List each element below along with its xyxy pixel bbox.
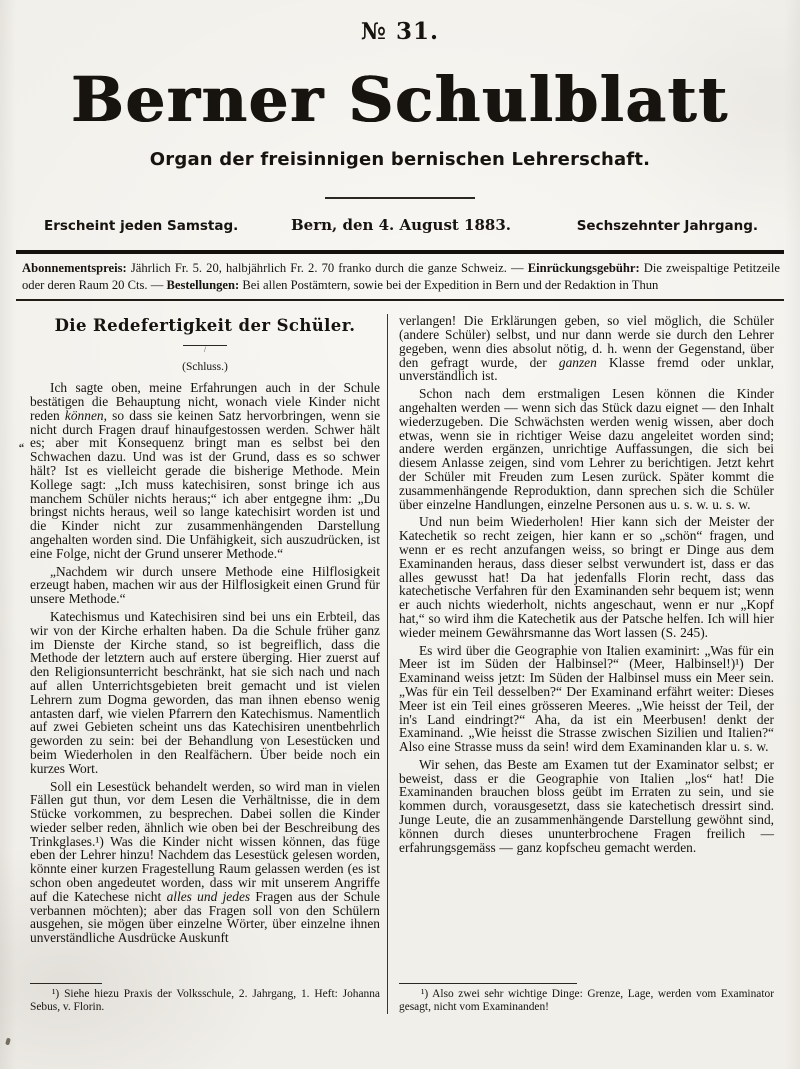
issue-number: № 31. [360, 18, 440, 45]
left-footnote-block [30, 983, 380, 1014]
newspaper-title: Berner Schulblatt [71, 63, 729, 136]
article-paragraph: verlangen! Die Erklärungen geben, so viel möglich, die Schüler (andere Schüler) selbst, und nur dann werde sie durch den Lehrer gegeben, wenn dies absolut nötig, d. h. wenn der Gegenstand, über den gefragt wurde, der ganzen Klasse fremd oder unklar, unverständlich ist. [399, 313, 774, 384]
left-paragraphs [30, 381, 380, 949]
subscription-info [22, 260, 780, 294]
right-paragraphs [399, 314, 774, 858]
info-label: Einrückungsgebühr: [527, 261, 640, 275]
publication-day: Erscheint jeden Samstag. [44, 218, 239, 234]
newspaper-subtitle: Organ der freisinnigen bernischen Lehrerschaft. [149, 149, 651, 170]
article-paragraph: Es wird über die Geographie von Italien examinirt: „Was für ein Meer ist im Süden der Halbinsel?“ (Meer, Halbinsel!)¹) Der Examinand weiss jetzt: Im Süden der Halbinsel muss ein Meer sein. „Was für ein Teil desselben?“ Der Examinand erfährt weiter: Dieses Meer ist ein Teil eines grösseren Meeres. „Wie heisst der Teil, der in's Land eindringt?“ Aha, da ist ein Meerbusen! denkt der Examinand. „Wie heisst die Strasse zwischen Sizilien und Italien?“ Also eine Strasse muss da sein! wird dem Examinanden klar u. s. w. [399, 642, 774, 755]
info-label: Abonnementspreis: [22, 261, 127, 275]
article-title-tick: / [203, 345, 207, 355]
article-paragraph: Und nun beim Wiederholen! Hier kann sich der Meister der Katechetik so recht zeigen, hier kann er so „schön“ fragen, und wenn er es recht anzufangen weiss, so bringt er Dinge aus dem Examinanden heraus, dass dieser selbst verwundert ist, dass er das alles gewusst hat! Da hat jedenfalls Florin recht, dass das katechetische Verfahren für den Examinanden sehr bequem ist; wenn er auch nichts wiederholt, nichts angeschaut, wenn er nur „Kopf hat,“ so wird ihm die Katechetik aus der Patsche helfen. Ich will hier wieder meinem Gewährsmanne das Wort lassen (S. 245). [399, 514, 774, 640]
info-text: Bei allen Postämtern, sowie bei der Expedition in Bern und der Redaktion in Thun [239, 277, 659, 292]
continuation-note: (Schluss.) [182, 361, 228, 374]
masthead-thin-rule [16, 299, 784, 302]
info-label: Bestellungen: [166, 277, 240, 292]
article-paragraph: Katechismus und Katechisiren sind bei uns ein Erbteil, das wir von der Kirche erhalten haben. Da die Schule früher ganz im Dienste der Kirche stand, so ist begreiflich, dass die Methode der letztern auch auf erstere überging. Hier zuerst auf den Religionsunterricht beschränkt, hat sie sich nach und nach auf allen Unterrichtsgebieten breit gemacht und ist vielen Lehrern zum Dogma geworden, das man ihnen ebenso wenig antasten darf, wie vielen Pfarrern den Katechismus. Namentlich auf zwei Gebieten scheint uns das Katechisiren unentbehrlich geworden zu sein: bei der Behandlung von Lesestücken und beim Wiederholen in den Realfächern. Über beide noch ein kurzes Wort. [30, 608, 380, 776]
article-paragraph: Soll ein Lesestück behandelt werden, so wird man in vielen Fällen gut thun, vor dem Lesen die Verhältnisse, die in dem Stücke vorkommen, zu besprechen. Dabei sollen die Kinder wieder selber reden, ähnlich wie oben bei der Beschreibung des Trinkglases.¹) Was die Kinder nicht wissen können, das füge eben der Lehrer hinzu! Nachdem das Lesestück gelesen worden, könnte einer kurzen Fragestellung Raum gelassen werden (es ist schon oben angedeutet worden, dass wir mit unserem Angriffe auf die Katechese nicht alles und jedes Fragen aus der Schule verbannen möchten); aber das Fragen soll von den Schülern ausgehen, sie mögen über einzelne Wörter, über einzelne ihnen unverständliche Ausdrücke Auskunft [30, 778, 380, 946]
article-paragraph: Ich sagte oben, meine Erfahrungen auch in der Schule bestätigen die Behauptung nicht, wonach viele Kinder nicht reden können, so dass sie keinen Satz hervorbringen, wenn sie nicht durch Fragen drauf hinaufgestossen werden. Schwer hält es; aber mit Konsequenz bringt man es selbst bei den Schwachen dazu. Und was ist der Grund, dass es so schwer hält? Ist es vielleicht gerade die bisherige Methode. Mein Kollege sagt: „Ich muss katechisiren, sonst bringe ich aus manchem Schüler nichts heraus;“ ich aber entgegne ihm: „Du bringst nichts heraus, weil so lange katechisirt worden ist und die Kinder nicht zur zusammenhängenden Darstellung angehalten worden sind. Die Unfähigkeit, sich auszudrücken, ist eine Folge, nicht der Grund unserer Methode.“ [30, 380, 381, 561]
article-body [30, 314, 774, 1014]
publication-date: Bern, den 4. August 1883. [290, 216, 512, 234]
article-column-right [387, 314, 774, 1014]
left-footnote-rule [30, 983, 102, 984]
info-text: Die zweispaltige Petitzeile oder deren Raum 20 Cts. — [22, 261, 780, 292]
volume-label: Sechszehnter Jahrgang. [576, 218, 758, 234]
subtitle-divider-rule [325, 197, 475, 199]
article-title: Die Redefertigkeit der Schüler. [54, 316, 356, 336]
left-footnote: ¹) Siehe hiezu Praxis der Volksschule, 2. Jahrgang, 1. Heft: Johanna Sebus, v. Florin. [30, 987, 380, 1013]
scan-margin-artifact: “ [18, 441, 26, 455]
dateline-row [44, 216, 758, 235]
right-footnote-block [399, 983, 774, 1014]
article-paragraph: Wir sehen, das Beste am Examen tut der Examinator selbst; er beweist, dass er die Geographie von Italien „los“ hat! Die Examinanden brauchen bloss geübt im Erraten zu sein, und sie kommen durch, vorausgesetzt, dass sie katechetisch dressirt sind. Junge Leute, die an zusammenhängende Darstellung gewöhnt sind, können durch dieses ununterbrochene Fragen freilich — erfahrungsgemäss — ganz kopfscheu gemacht werden. [399, 756, 774, 855]
article-paragraph: „Nachdem wir durch unsere Methode eine Hilflosigkeit erzeugt haben, machen wir aus der Hilflosigkeit einen Grund für unsere Methode.“ [30, 563, 380, 607]
right-footnote: ¹) Also zwei sehr wichtige Dinge: Grenze, Lage, werden vom Examinator gesagt, nicht vom Examinanden! [399, 987, 774, 1013]
scan-corner-speck [5, 1038, 11, 1046]
article-paragraph: Schon nach dem erstmaligen Lesen können die Kinder angehalten werden — wenn sich das Stück dazu eignet — den Inhalt wiederzugeben. Die Schwächsten werden wenig wissen, aber doch etwas, wenn sie in richtiger Weise dazu angeleitet worden sind; andere werden ergänzen, unrichtige Auffassungen, die sich bei diesem Anlasse zeigen, sind vom Lehrer zu berichtigen. Jetzt kehrt der Schüler mit Freuden zum Lesen zurück. Später kommt die zusammenhängende Reproduktion, dann sprechen sich die Schüler über einzelne Handlungen, einzelne Personen aus u. s. w. u. s. w. [399, 386, 774, 512]
info-text: Jährlich Fr. 5. 20, halbjährlich Fr. 2. 70 franko durch die ganze Schweiz. — [126, 261, 528, 275]
right-footnote-rule [399, 983, 577, 984]
article-column-left [30, 314, 387, 1014]
masthead-thick-rule [16, 250, 784, 254]
